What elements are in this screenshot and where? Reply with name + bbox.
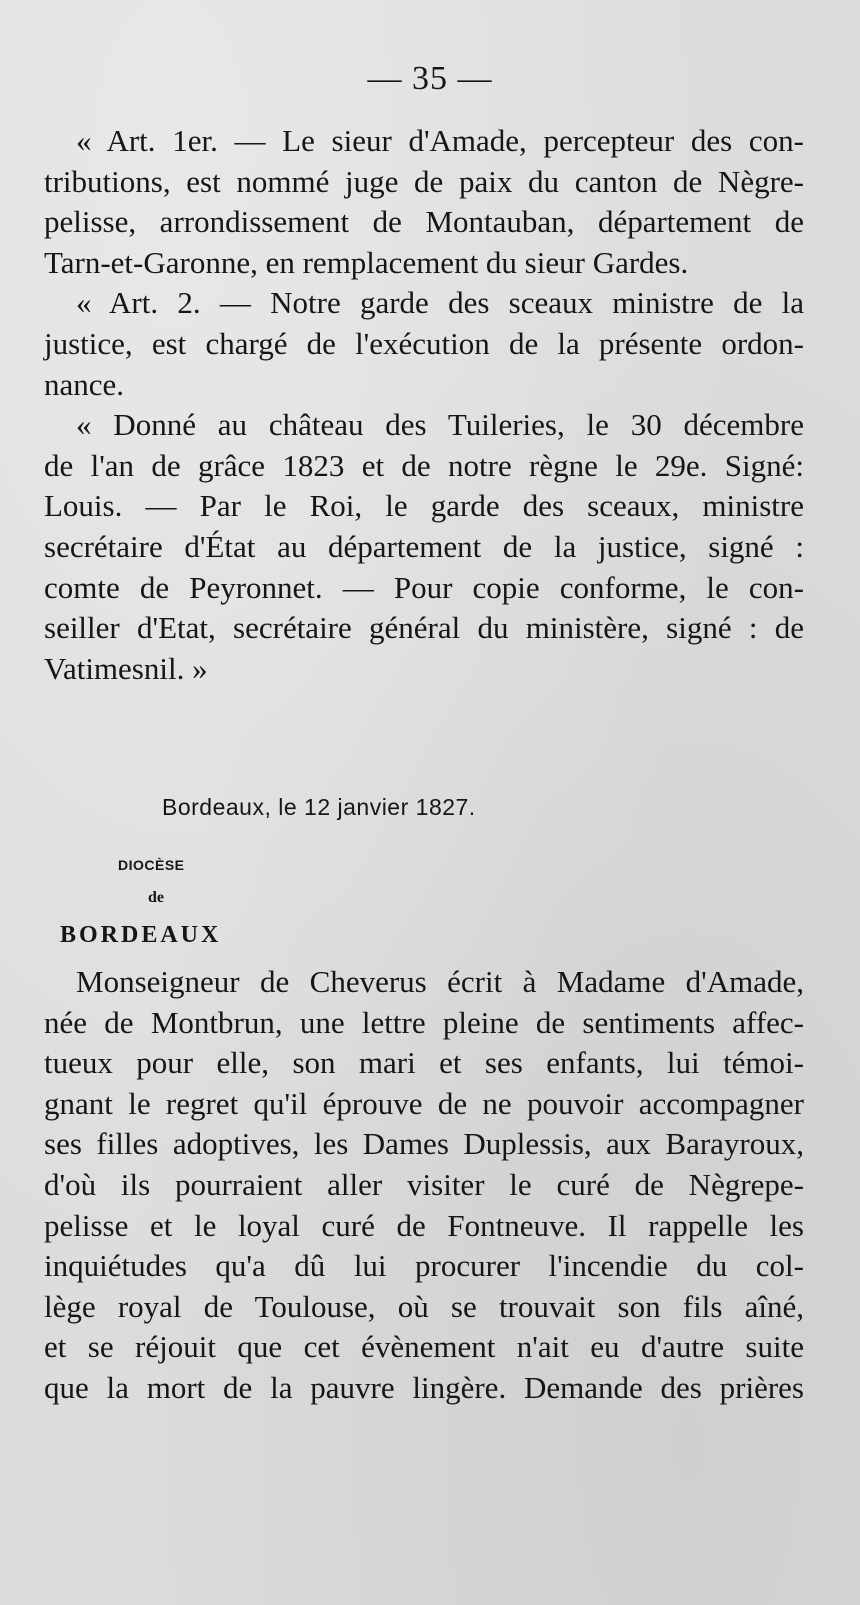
text-line: et se réjouit que cet évènement n'ait eu d'autre suite (44, 1329, 804, 1365)
text-line: lège royal de Toulouse, où se trouvait son fils aîné, (44, 1288, 804, 1324)
text-line: « Donné au château des Tuileries, le 30 décembre (76, 407, 804, 443)
text-line: Tarn-et-Garonne, en remplacement du sieur Gardes. (44, 244, 689, 280)
text-line: pelisse et le loyal curé de Fontneuve. Il rappelle les (44, 1207, 804, 1243)
text-line: d'où ils pourraient aller visiter le curé de Nègrepe- (44, 1166, 804, 1202)
text-line: Louis. — Par le Roi, le garde des sceaux, ministre (44, 488, 804, 524)
text-line: gnant le regret qu'il éprouve de ne pouvoir accompagner (44, 1085, 804, 1121)
page-number: — 35 — (367, 60, 493, 97)
text-line: seiller d'Etat, secrétaire général du ministère, signé : de (44, 610, 804, 646)
text-line: inquiétudes qu'a dû lui procurer l'incendie du col- (44, 1248, 804, 1284)
text-line: « Art. 1er. — Le sieur d'Amade, percepteur des con- (76, 123, 804, 158)
diocese-label: DIOCÈSE (118, 857, 185, 873)
text-line: née de Montbrun, une lettre pleine de sentiments affec- (44, 1004, 804, 1040)
diocese-de: de (148, 889, 164, 906)
text-line: que la mort de la pauvre lingère. Demande des prières (44, 1369, 804, 1405)
text-line: comte de Peyronnet. — Pour copie conforme, le con- (44, 569, 804, 605)
text-line: nance. (44, 366, 125, 402)
text-line: tueux pour elle, son mari et ses enfants, lui témoi- (44, 1045, 804, 1081)
decree-text (44, 121, 804, 689)
text-line: Monseigneur de Cheverus écrit à Madame d'Amade, (76, 964, 804, 999)
diocese-name: BORDEAUX (60, 922, 222, 948)
text-line: « Art. 2. — Notre garde des sceaux ministre de la (76, 285, 804, 321)
letter-summary (44, 962, 804, 1409)
text-line: tributions, est nommé juge de paix du canton de Nègre- (44, 163, 804, 199)
place-date: Bordeaux, le 12 janvier 1827. (162, 794, 476, 820)
text-line: ses filles adoptives, les Dames Duplessis, aux Barayroux, (44, 1126, 804, 1162)
text-line: justice, est chargé de l'exécution de la présente ordon- (44, 325, 804, 361)
text-line: secrétaire d'État au département de la justice, signé : (44, 528, 804, 564)
text-line: Vatimesnil. » (44, 650, 208, 686)
text-line: pelisse, arrondissement de Montauban, département de (44, 204, 804, 240)
text-line: de l'an de grâce 1823 et de notre règne le 29e. Signé: (44, 447, 804, 483)
